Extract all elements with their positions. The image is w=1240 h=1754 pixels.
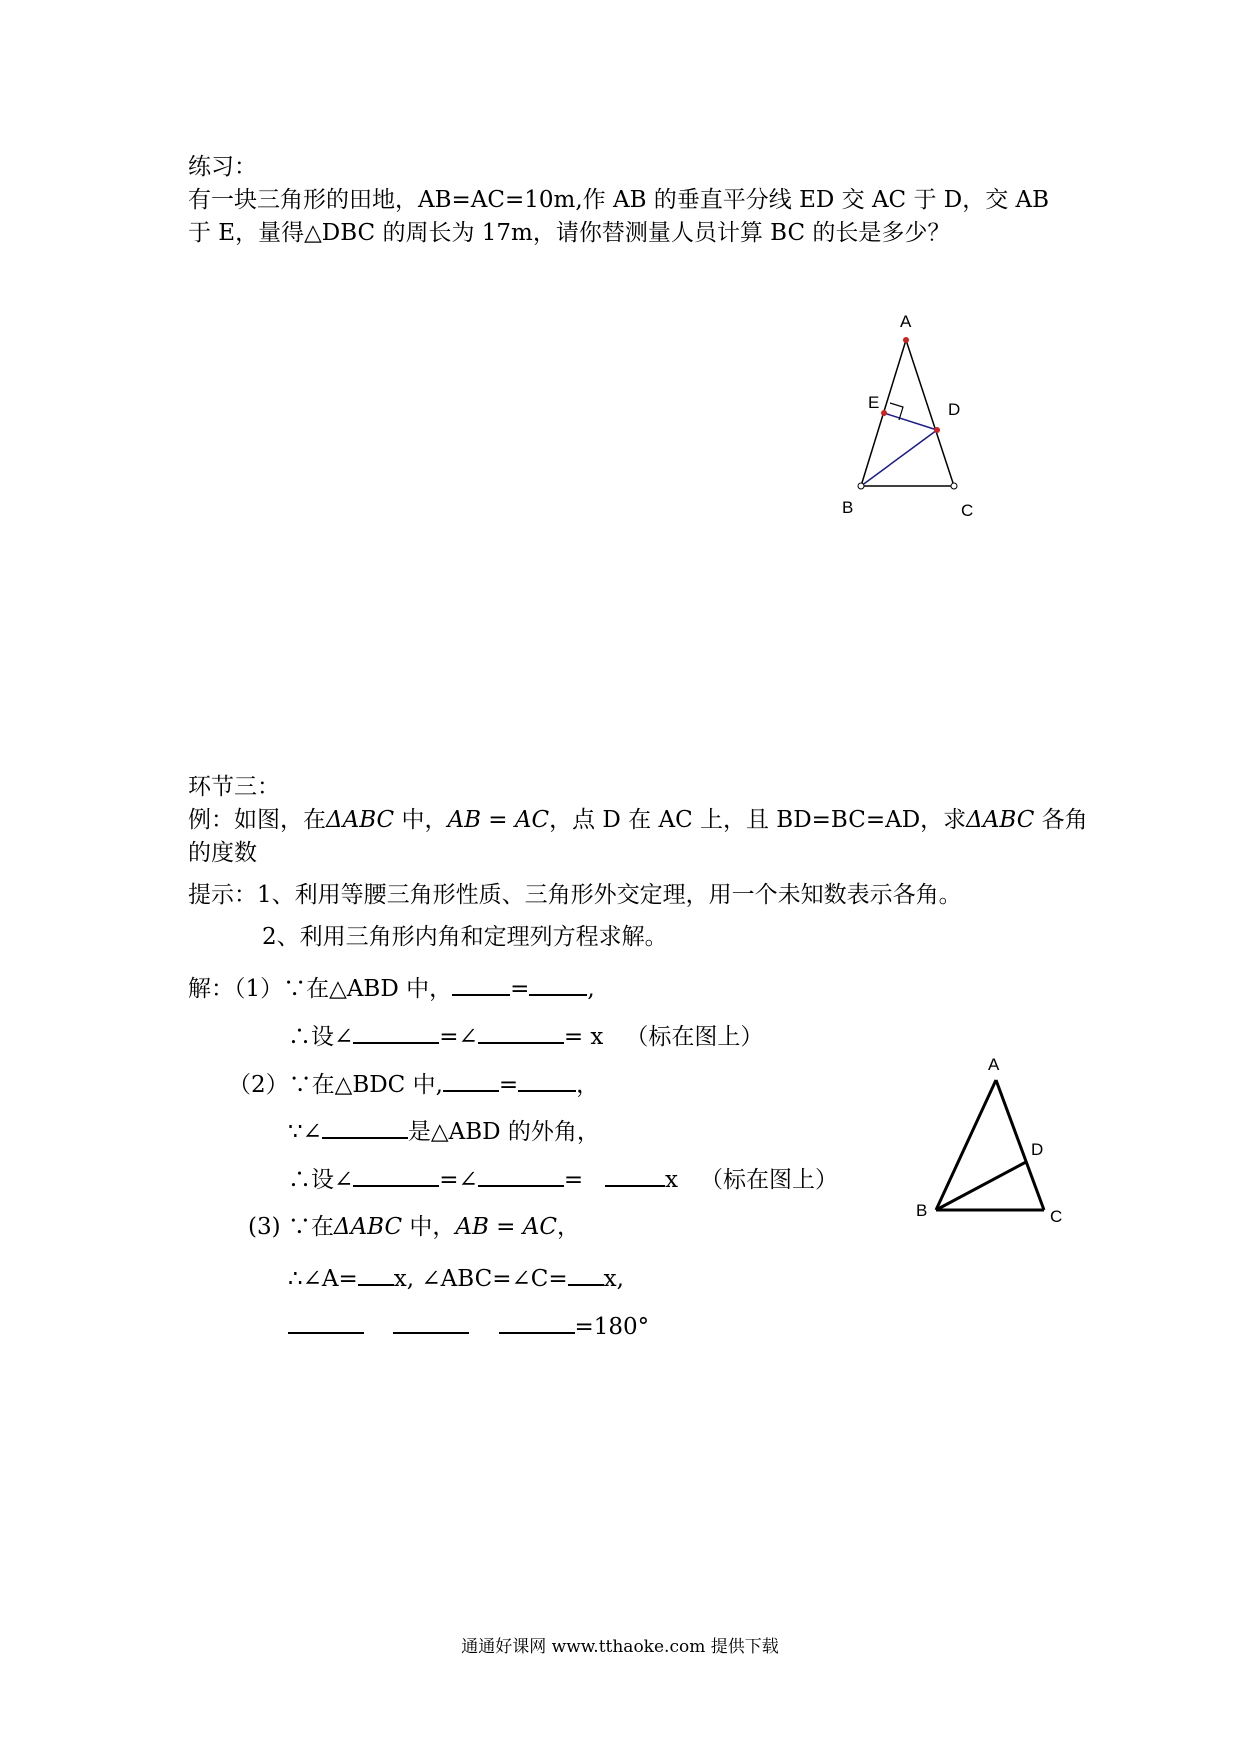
solution-step3b: ∴∠A= x, ∠ABC=∠C= x, — [288, 1262, 624, 1294]
label-a: A — [900, 312, 912, 331]
blank-3b[interactable] — [568, 1262, 604, 1286]
blank-3a[interactable] — [358, 1262, 394, 1286]
blank-3e[interactable] — [499, 1310, 575, 1334]
point-d — [934, 427, 940, 433]
label-a: A — [988, 1055, 1000, 1074]
label-d: D — [948, 400, 961, 419]
side-ab — [936, 1080, 996, 1210]
blank-1c[interactable] — [353, 1020, 439, 1044]
blank-2b[interactable] — [518, 1068, 576, 1092]
hint-2: 2、利用三角形内角和定理列方程求解。 — [262, 924, 668, 950]
blank-1a[interactable] — [452, 972, 510, 996]
exercise-heading: 练习： — [188, 154, 257, 180]
solution-step1b: ∴设∠ =∠ = x （标在图上） — [288, 1020, 763, 1052]
blank-3d[interactable] — [393, 1310, 469, 1334]
blank-2e[interactable] — [478, 1163, 564, 1187]
example-line1: 例：如图，在ΔABC 中，AB = AC，点 D 在 AC 上，且 BD=BC=AD，求ΔABC 各角 — [188, 807, 1088, 833]
label-b: B — [842, 498, 854, 517]
footer-source: 通通好课网 www.tthaoke.com 提供下载 — [461, 1637, 779, 1657]
point-a — [903, 337, 909, 343]
label-c: C — [961, 501, 974, 520]
point-e — [881, 410, 887, 416]
example-line2: 的度数 — [188, 840, 257, 866]
solution-step2c: ∴设∠ =∠ = x （标在图上） — [288, 1163, 838, 1195]
solution-step2b: ∵∠ 是△ABD 的外角， — [288, 1115, 600, 1147]
exercise-text-line1: 有一块三角形的田地，AB=AC=10m,作 AB 的垂直平分线 ED 交 AC 于 D，交 AB — [188, 187, 1050, 213]
label-d: D — [1031, 1140, 1044, 1159]
solution-sum-equation: =180° — [288, 1310, 649, 1342]
exercise-text-line2: 于 E，量得△DBC 的周长为 17m，请你替测量人员计算 BC 的长是多少？ — [188, 220, 951, 246]
hint-1: 提示：1、利用等腰三角形性质、三角形外交定理，用一个未知数表示各角。 — [188, 882, 962, 908]
blank-1d[interactable] — [478, 1020, 564, 1044]
side-ac — [906, 340, 954, 486]
blank-2c[interactable] — [322, 1115, 408, 1139]
figure-triangle-abc — [900, 1050, 1090, 1250]
blank-1b[interactable] — [529, 972, 587, 996]
point-c — [951, 483, 957, 489]
solution-step2: （2）∵在△BDC 中, = ， — [228, 1068, 599, 1100]
label-b: B — [916, 1201, 928, 1220]
blank-2f[interactable] — [605, 1163, 665, 1187]
segment-bd — [936, 1162, 1026, 1210]
solution-step3: (3) ∵在ΔABC 中，AB = AC， — [248, 1214, 580, 1240]
label-c: C — [1050, 1207, 1063, 1226]
blank-2a[interactable] — [443, 1068, 499, 1092]
blank-3c[interactable] — [288, 1310, 364, 1334]
point-b — [858, 483, 864, 489]
solution-step1: 解：（1）∵在△ABD 中， = , — [188, 972, 595, 1004]
segment-bd — [861, 430, 937, 486]
segment-ed — [884, 413, 937, 430]
figure-triangle-perpendicular-bisector — [820, 300, 1000, 530]
section3-heading: 环节三： — [188, 774, 280, 800]
blank-2d[interactable] — [353, 1163, 439, 1187]
label-e: E — [868, 393, 880, 412]
